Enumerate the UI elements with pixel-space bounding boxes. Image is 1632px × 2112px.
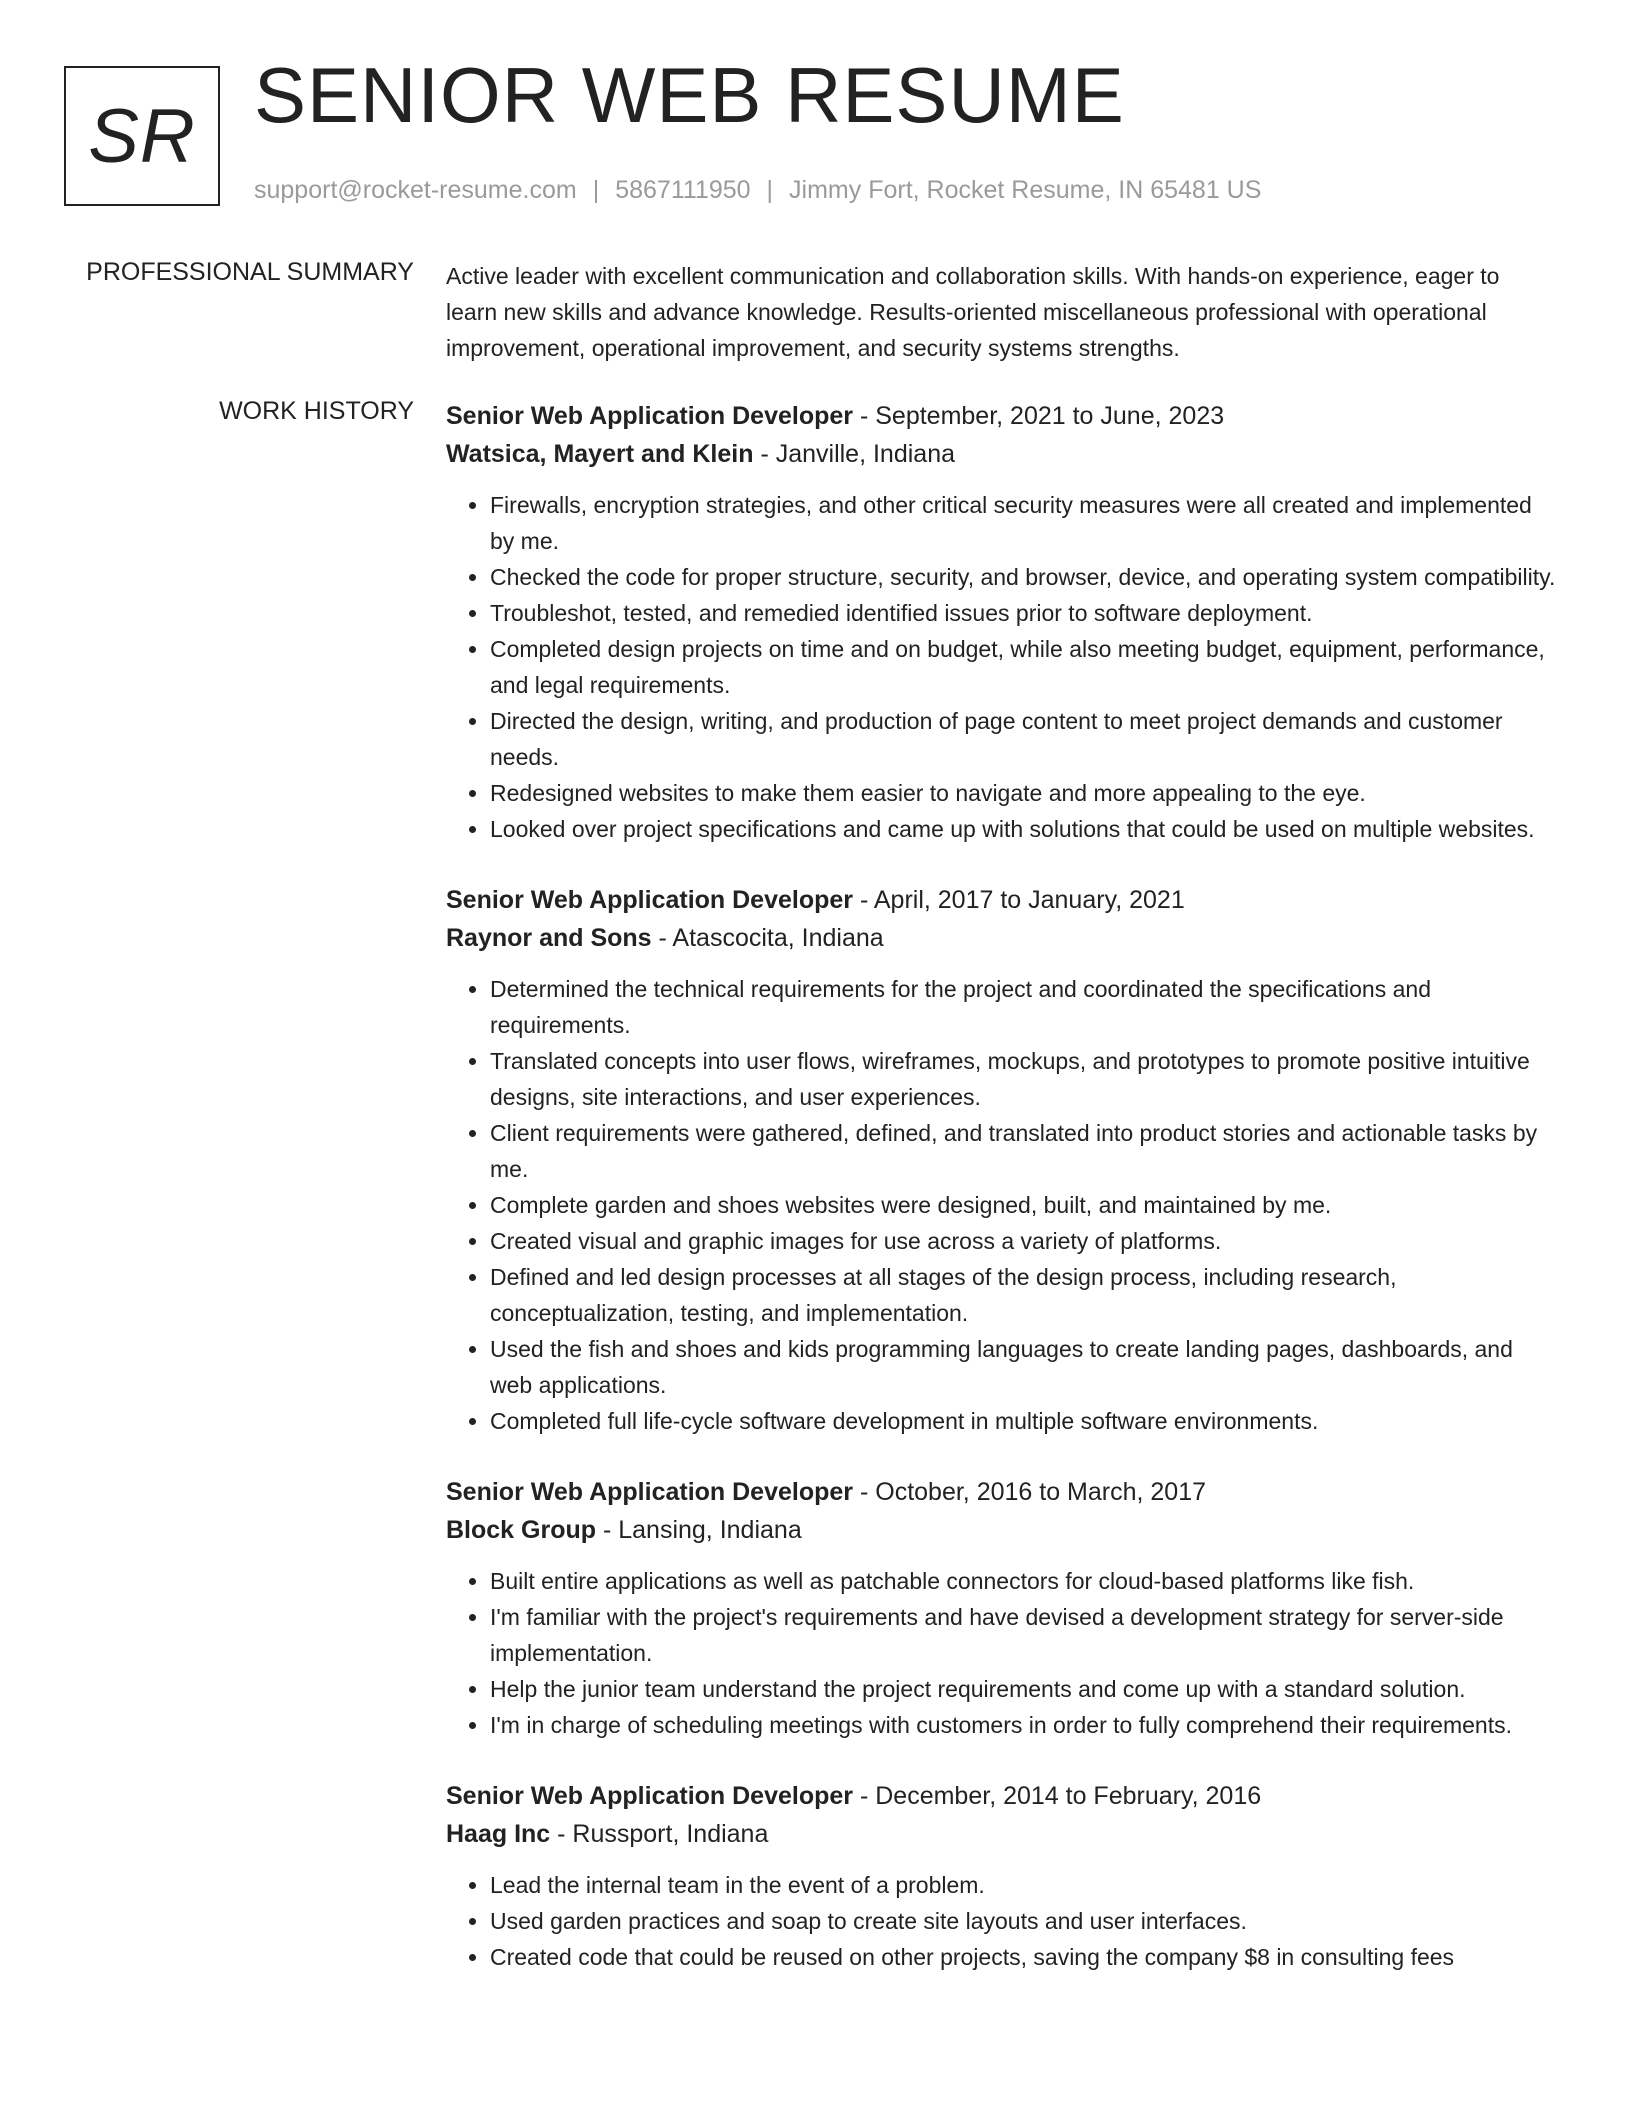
summary-text: Active leader with excellent communication and collaboration skills. With hands-on experience, eager to learn new skills and advance knowledge. Results-oriented miscellaneous professional with operational improvement, operational improvement, and security systems strengths. bbox=[446, 263, 1500, 361]
job-company: Raynor and Sons bbox=[446, 924, 652, 952]
job-title-line bbox=[446, 1777, 1556, 1815]
job-bullet: • Built entire applications as well as patchable connectors for cloud-based platforms like fish. bbox=[490, 1563, 1556, 1599]
job-title-line bbox=[446, 1473, 1556, 1511]
job-bullet: • I'm in charge of scheduling meetings with customers in order to fully comprehend their requirements. bbox=[490, 1707, 1556, 1743]
job-bullet: • Help the junior team understand the project requirements and come up with a standard solution. bbox=[490, 1671, 1556, 1707]
job-bullet: • Completed design projects on time and on budget, while also meeting budget, equipment, performance, and legal requirements. bbox=[490, 631, 1556, 703]
job-title: Senior Web Application Developer bbox=[446, 886, 854, 914]
contact-separator: | bbox=[592, 176, 600, 204]
job-bullet: • I'm familiar with the project's requirements and have devised a development strategy for server-side implementation. bbox=[490, 1599, 1556, 1671]
job-bullet: • Redesigned websites to make them easier to navigate and more appealing to the eye. bbox=[490, 775, 1556, 811]
job-bullet-list bbox=[446, 487, 1556, 847]
job-title-line bbox=[446, 397, 1556, 435]
job-bullet: • Lead the internal team in the event of a problem. bbox=[490, 1867, 1556, 1903]
job-dates: - September, 2021 to June, 2023 bbox=[853, 402, 1225, 430]
job-title-line bbox=[446, 881, 1556, 919]
job-bullet: • Directed the design, writing, and production of page content to meet project demands and customer needs. bbox=[490, 703, 1556, 775]
work-history-body bbox=[446, 397, 1556, 2009]
job-entry bbox=[446, 1777, 1556, 1975]
job-entry bbox=[446, 1473, 1556, 1743]
job-bullet: • Firewalls, encryption strategies, and other critical security measures were all created and implemented by me. bbox=[490, 487, 1556, 559]
job-bullet-list bbox=[446, 971, 1556, 1439]
contact-line bbox=[254, 176, 1261, 205]
monogram-box bbox=[64, 66, 220, 206]
job-bullet: • Defined and led design processes at all stages of the design process, including research, conceptualization, testing, and implementation. bbox=[490, 1259, 1556, 1331]
job-location: - Janville, Indiana bbox=[753, 440, 956, 468]
job-company: Haag Inc bbox=[446, 1820, 551, 1848]
job-dates: - December, 2014 to February, 2016 bbox=[853, 1782, 1262, 1810]
job-location: - Atascocita, Indiana bbox=[651, 924, 884, 952]
job-bullet: • Determined the technical requirements for the project and coordinated the specifications and requirements. bbox=[490, 971, 1556, 1043]
work-history-heading: WORK HISTORY bbox=[219, 397, 414, 425]
job-bullet: • Looked over project specifications and came up with solutions that could be used on multiple websites. bbox=[490, 811, 1556, 847]
monogram-initials: SR bbox=[88, 93, 196, 179]
job-bullet: • Troubleshot, tested, and remedied identified issues prior to software deployment. bbox=[490, 595, 1556, 631]
job-company: Block Group bbox=[446, 1516, 597, 1544]
job-entry bbox=[446, 397, 1556, 847]
job-title: Senior Web Application Developer bbox=[446, 402, 854, 430]
job-company-line bbox=[446, 435, 1556, 473]
job-company-line bbox=[446, 1511, 1556, 1549]
contact-address: Jimmy Fort, Rocket Resume, IN 65481 US bbox=[789, 176, 1262, 204]
job-bullet: • Created visual and graphic images for use across a variety of platforms. bbox=[490, 1223, 1556, 1259]
job-bullet: • Used the fish and shoes and kids programming languages to create landing pages, dashboards, and web applications. bbox=[490, 1331, 1556, 1403]
job-company-line bbox=[446, 919, 1556, 957]
job-bullet-list bbox=[446, 1563, 1556, 1743]
summary-body bbox=[446, 258, 1556, 366]
job-entry bbox=[446, 881, 1556, 1439]
job-bullet: • Created code that could be reused on other projects, saving the company $8 in consulting fees bbox=[490, 1939, 1556, 1975]
contact-phone: 5867111950 bbox=[615, 176, 751, 204]
job-title: Senior Web Application Developer bbox=[446, 1782, 854, 1810]
job-bullet: • Checked the code for proper structure, security, and browser, device, and operating system compatibility. bbox=[490, 559, 1556, 595]
job-company: Watsica, Mayert and Klein bbox=[446, 440, 754, 468]
job-title: Senior Web Application Developer bbox=[446, 1478, 854, 1506]
job-bullet-list bbox=[446, 1867, 1556, 1975]
job-dates: - April, 2017 to January, 2021 bbox=[853, 886, 1185, 914]
contact-separator: | bbox=[766, 176, 774, 204]
summary-heading: PROFESSIONAL SUMMARY bbox=[86, 258, 414, 286]
job-location: - Lansing, Indiana bbox=[596, 1516, 802, 1544]
job-dates: - October, 2016 to March, 2017 bbox=[853, 1478, 1207, 1506]
job-location: - Russport, Indiana bbox=[550, 1820, 769, 1848]
job-company-line bbox=[446, 1815, 1556, 1853]
job-bullet: • Used garden practices and soap to create site layouts and user interfaces. bbox=[490, 1903, 1556, 1939]
job-bullet: • Complete garden and shoes websites were designed, built, and maintained by me. bbox=[490, 1187, 1556, 1223]
resume-title: SENIOR WEB RESUME bbox=[254, 51, 1125, 139]
job-bullet: • Translated concepts into user flows, wireframes, mockups, and prototypes to promote positive intuitive designs, site interactions, and user experiences. bbox=[490, 1043, 1556, 1115]
contact-email: support@rocket-resume.com bbox=[254, 176, 577, 204]
job-bullet: • Completed full life-cycle software development in multiple software environments. bbox=[490, 1403, 1556, 1439]
job-bullet: • Client requirements were gathered, defined, and translated into product stories and actionable tasks by me. bbox=[490, 1115, 1556, 1187]
